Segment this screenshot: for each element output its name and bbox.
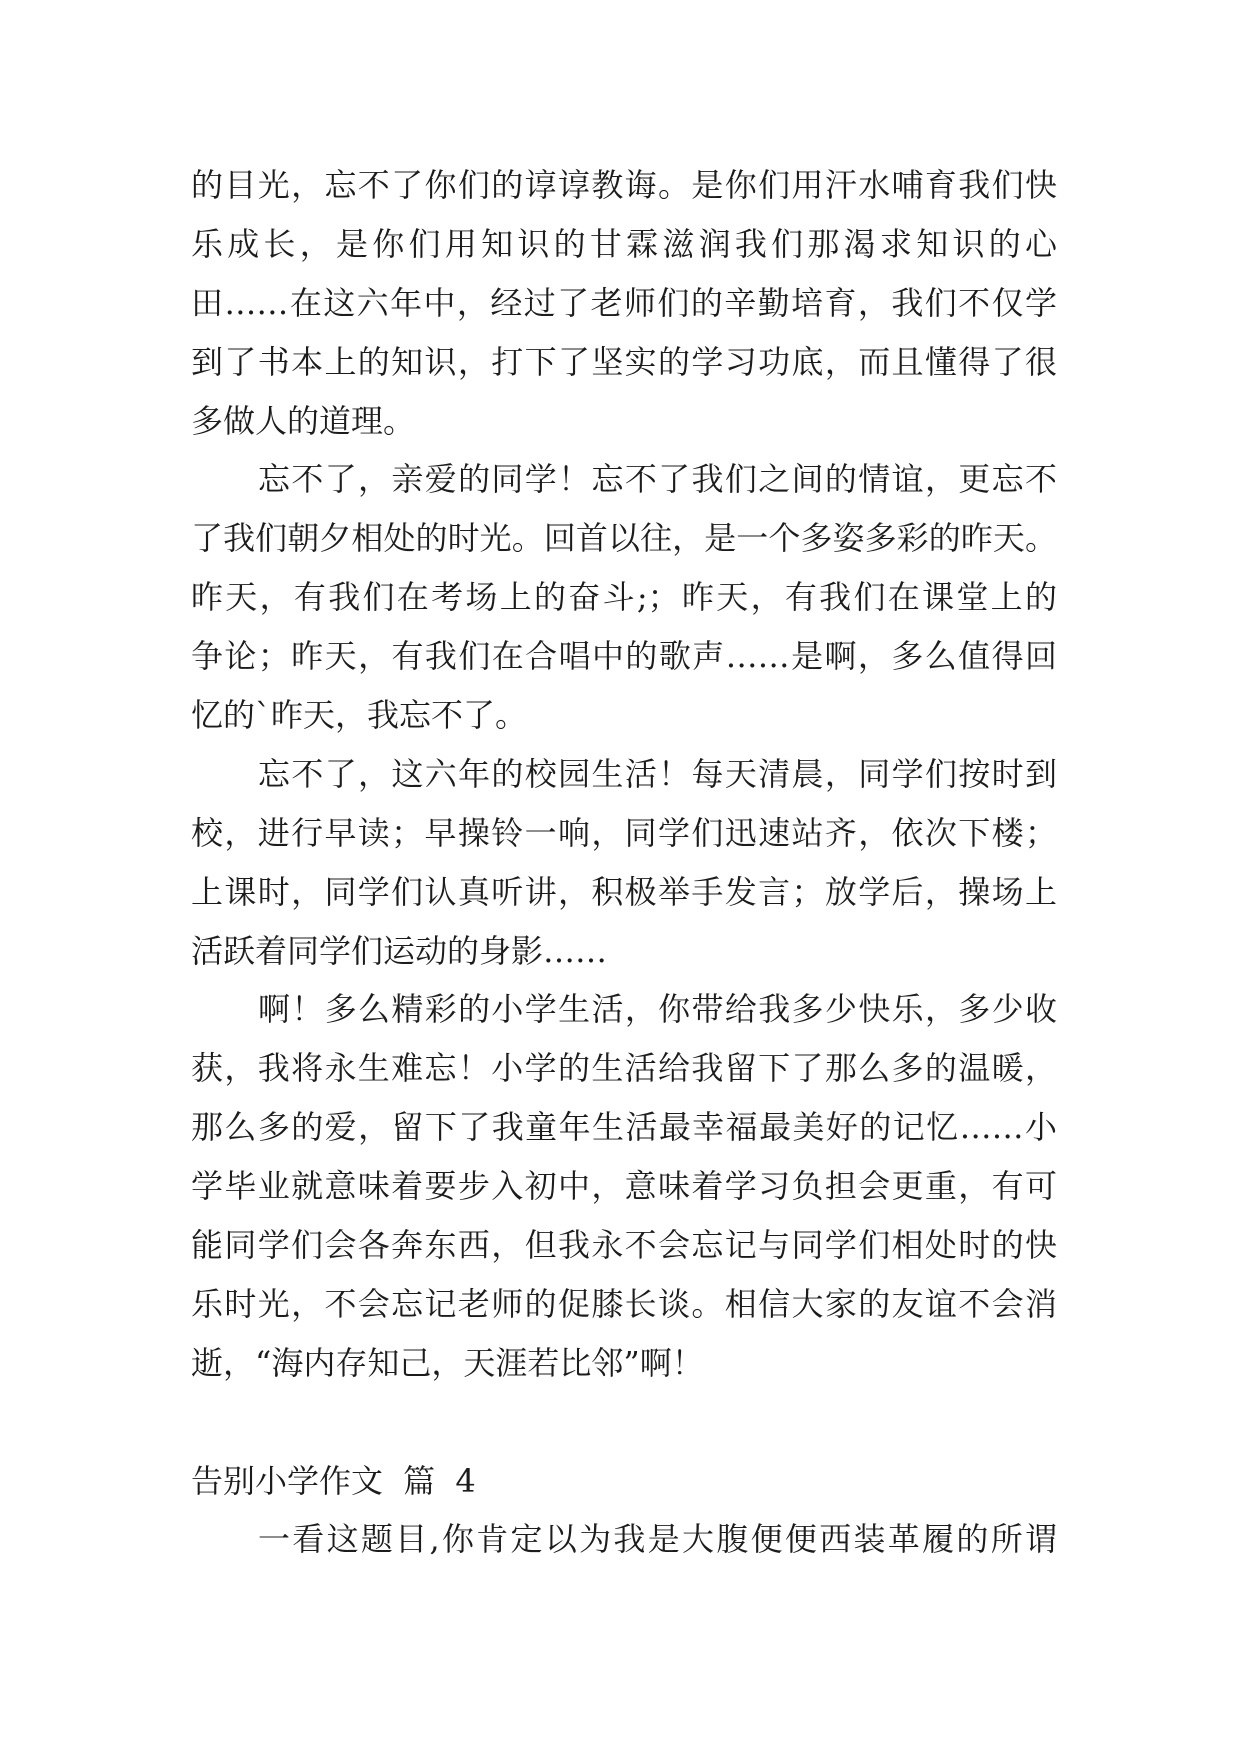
text-line: 获，我将永生难忘！小学的生活给我留下了那么多的温暖， bbox=[191, 1049, 1057, 1088]
section-heading: 告别小学作文 篇 4 bbox=[191, 1461, 476, 1500]
text-line: 忆的`昨天，我忘不了。 bbox=[191, 696, 528, 735]
paragraph bbox=[191, 1510, 1057, 1569]
section-spacer bbox=[191, 1393, 1057, 1452]
text-line: 昨天，有我们在考场上的奋斗;；昨天，有我们在课堂上的 bbox=[191, 578, 1057, 617]
text-line: 那么多的爱，留下了我童年生活最幸福最美好的记忆……小 bbox=[191, 1108, 1057, 1147]
text-line: 忘不了，这六年的校园生活！每天清晨，同学们按时到 bbox=[258, 754, 1057, 793]
text-line: 争论；昨天，有我们在合唱中的歌声……是啊，多么值得回 bbox=[191, 637, 1057, 676]
text-line: 校，进行早读；早操铃一响，同学们迅速站齐，依次下楼； bbox=[191, 813, 1057, 852]
text-line: 逝，“海内存知己，天涯若比邻”啊！ bbox=[191, 1343, 704, 1382]
text-line: 多做人的道理。 bbox=[191, 401, 416, 440]
text-line: 乐时光，不会忘记老师的促膝长谈。相信大家的友谊不会消 bbox=[191, 1284, 1057, 1323]
text-line: 乐成长，是你们用知识的甘霖滋润我们那渴求知识的心 bbox=[191, 224, 1057, 263]
text-line: 的目光，忘不了你们的谆谆教诲。是你们用汗水哺育我们快 bbox=[191, 166, 1057, 204]
text-line: 一看这题目,你肯定以为我是大腹便便西装革履的所谓 bbox=[258, 1520, 1057, 1559]
paragraph bbox=[191, 156, 1057, 450]
paragraph bbox=[191, 745, 1057, 981]
text-line: 上课时，同学们认真听讲，积极举手发言；放学后，操场上 bbox=[191, 872, 1057, 911]
text-line: 田……在这六年中，经过了老师们的辛勤培育，我们不仅学 bbox=[191, 283, 1057, 322]
text-line: 到了书本上的知识，打下了坚实的学习功底，而且懂得了很 bbox=[191, 342, 1057, 381]
text-line: 了我们朝夕相处的时光。回首以往，是一个多姿多彩的昨天。 bbox=[191, 519, 1057, 558]
text-line: 活跃着同学们运动的身影…… bbox=[191, 931, 608, 970]
text-line: 学毕业就意味着要步入初中，意味着学习负担会更重，有可 bbox=[191, 1167, 1057, 1206]
text-line: 啊！多么精彩的小学生活，你带给我多少快乐，多少收 bbox=[258, 990, 1057, 1029]
paragraph bbox=[191, 450, 1057, 744]
document-body bbox=[191, 156, 1057, 1569]
paragraph bbox=[191, 980, 1057, 1392]
text-line: 忘不了，亲爱的同学！忘不了我们之间的情谊，更忘不 bbox=[258, 460, 1057, 499]
text-line: 能同学们会各奔东西，但我永不会忘记与同学们相处时的快 bbox=[191, 1226, 1057, 1265]
